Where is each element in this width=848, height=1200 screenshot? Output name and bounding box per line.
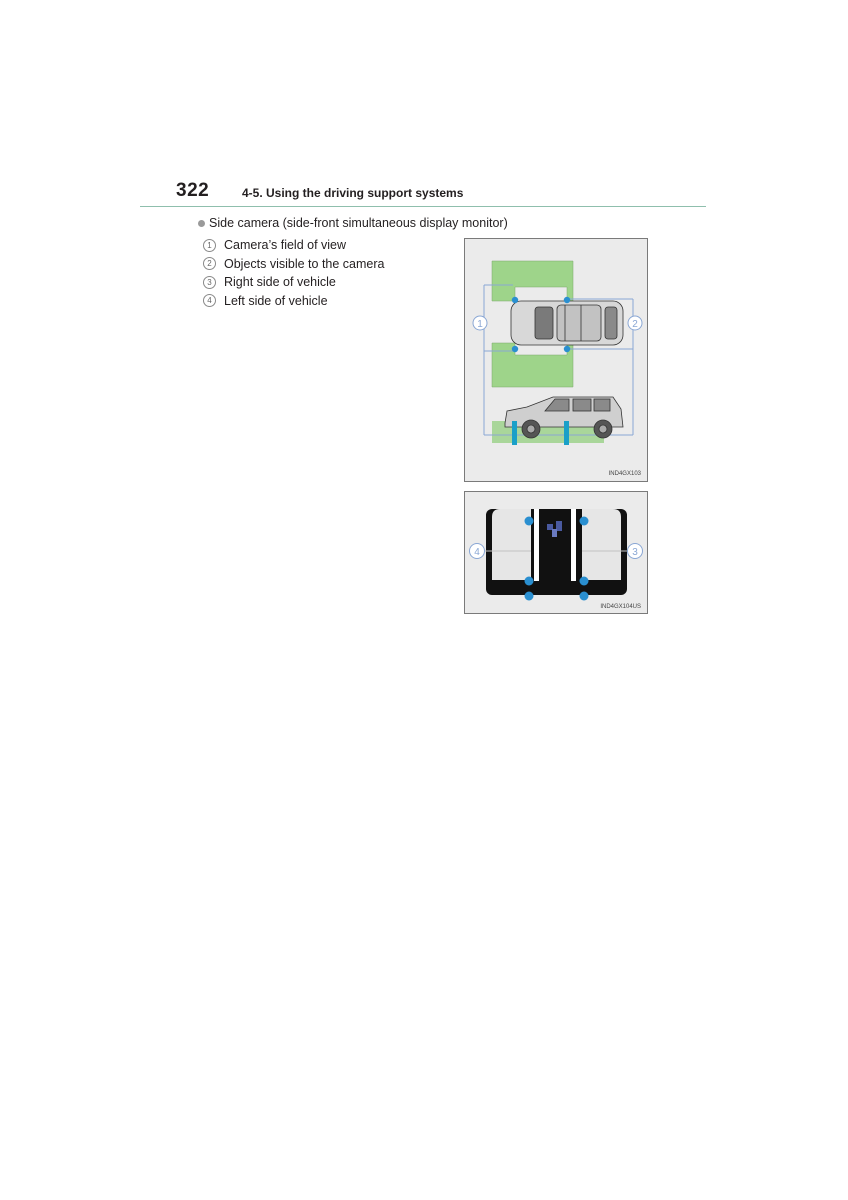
legend-item [203,236,385,255]
callout-4: 4 [474,547,480,558]
legend-list [203,236,385,310]
figure-code: IND4GX104US [600,604,641,610]
legend-label: Camera’s field of view [224,238,347,253]
rear-field-area [492,343,573,387]
section-title: 4-5. Using the driving support systems [242,186,464,200]
bullet-icon [198,220,205,227]
front-field-area [492,261,573,301]
figure-code: IND4GX103 [608,471,641,477]
legend-label: Objects visible to the camera [224,256,385,271]
legend-item [203,273,385,292]
monitor-display-diagram [464,491,648,614]
camera-field-illustration [465,239,647,481]
legend-number-1: 1 [203,239,216,252]
bullet-heading [198,216,508,230]
callout-1: 1 [477,319,483,330]
page-number: 322 [176,180,210,201]
bullet-heading-text: Side camera (side-front simultaneous display monitor) [209,216,508,230]
legend-number-4: 4 [203,294,216,307]
callout-3: 3 [632,547,638,558]
legend-label: Right side of vehicle [224,275,336,290]
callout-2: 2 [632,319,638,330]
legend-item [203,255,385,274]
legend-item [203,292,385,311]
monitor-display-illustration [465,492,647,613]
top-view-car [511,301,623,345]
legend-number-3: 3 [203,276,216,289]
camera-field-diagram [464,238,648,482]
header-rule [140,206,706,207]
legend-number-2: 2 [203,257,216,270]
legend-label: Left side of vehicle [224,293,328,308]
